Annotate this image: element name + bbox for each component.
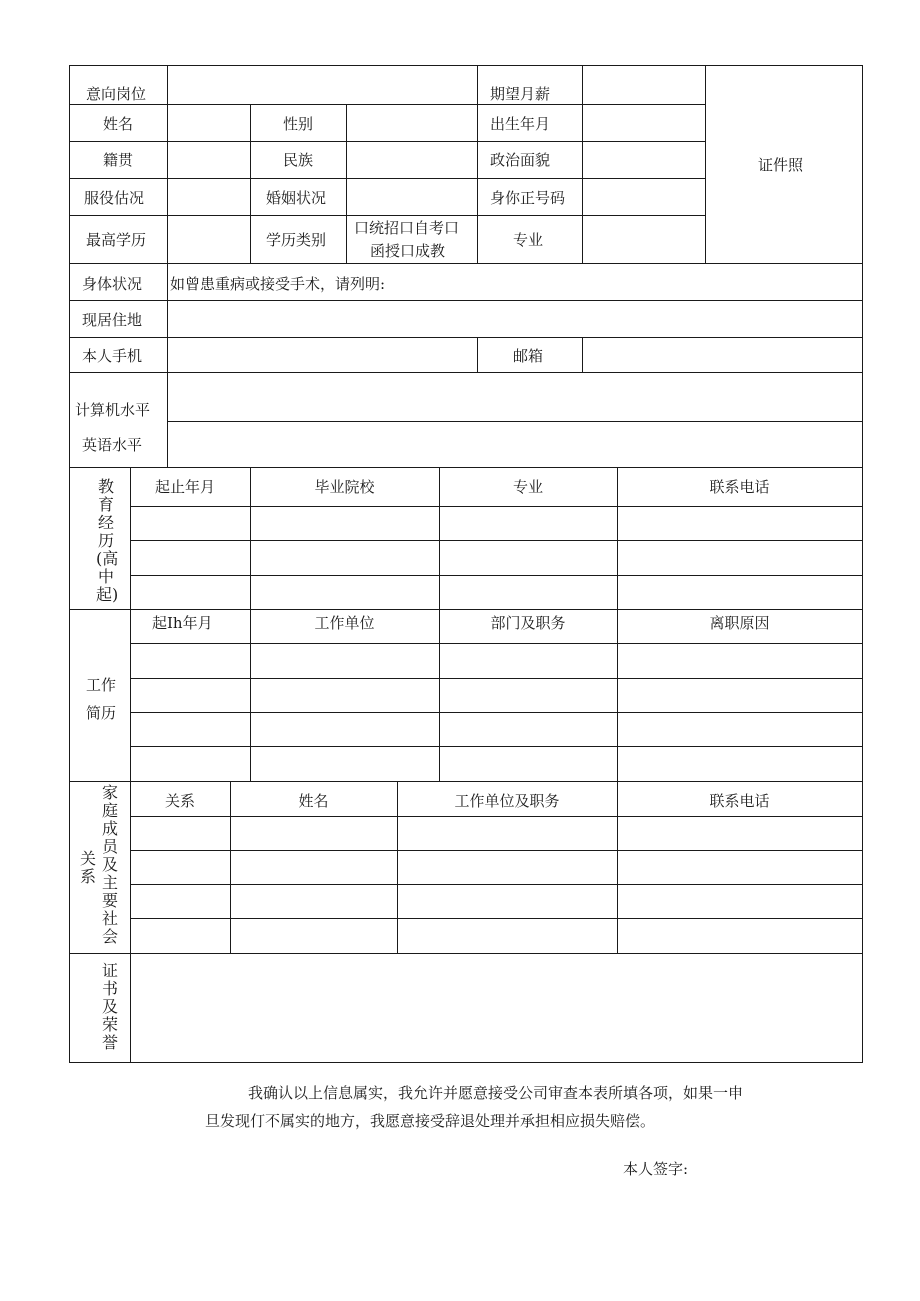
major-input[interactable] (583, 216, 705, 263)
declaration-line-2: 旦发现仃不属实的地方，我愿意接受辞退处理并承担相应损失赔偿。 (205, 1112, 656, 1130)
edu-header-phone: 联系电话 (709, 478, 770, 496)
table-row[interactable] (131, 885, 862, 918)
declaration-line-1: 我确认以上信息属实，我允许并愿意接受公司审查本表所填各项，如果一申 (248, 1084, 744, 1102)
computer-label: 计算机水平 (75, 401, 151, 419)
phone-label: 本人手机 (82, 347, 143, 365)
birth-input[interactable] (583, 105, 705, 141)
salary-input[interactable] (583, 66, 705, 104)
edu-type-options-1[interactable]: 口统招口自考口 (354, 219, 460, 237)
marital-label: 婚姻状况 (266, 189, 327, 207)
table-row[interactable] (131, 507, 862, 540)
gender-input[interactable] (347, 105, 477, 141)
political-label: 政治面貌 (490, 151, 551, 169)
health-label: 身体状况 (82, 275, 143, 293)
address-input[interactable] (168, 301, 862, 337)
birth-label: 出生年月 (490, 115, 551, 133)
native-label: 籍贯 (103, 151, 134, 169)
table-row[interactable] (131, 644, 862, 678)
military-label: 服役估况 (84, 189, 145, 207)
edu-type-label: 学历类别 (266, 231, 327, 249)
edu-header-school: 毕业院校 (314, 478, 375, 496)
gender-label: 性别 (283, 115, 314, 133)
family-side-label: 家庭成员及主要社会 (101, 783, 118, 946)
id-label: 身你正号码 (490, 189, 566, 207)
work-header-period: 起Ih年月 (152, 614, 213, 632)
english-label: 英语水平 (82, 436, 143, 454)
phone-input[interactable] (168, 338, 477, 372)
edu-header-period: 起止年月 (154, 478, 215, 496)
health-prompt[interactable]: 如曾患重病或接受手术，请列明: (170, 275, 386, 293)
english-input[interactable] (168, 422, 862, 467)
table-row[interactable] (131, 679, 862, 712)
family-header-company: 工作单位及职务 (454, 792, 560, 810)
photo-label: 证件照 (758, 156, 804, 174)
email-label: 邮箱 (513, 347, 544, 365)
work-header-company: 工作单位 (314, 614, 375, 632)
native-input[interactable] (168, 142, 250, 178)
name-input[interactable] (168, 105, 250, 141)
table-row[interactable] (131, 817, 862, 850)
family-header-relation: 关系 (164, 792, 195, 810)
table-row[interactable] (131, 713, 862, 746)
signature-label: 本人签字: (623, 1160, 689, 1178)
education-input[interactable] (168, 216, 250, 263)
edu-header-major: 专业 (512, 478, 543, 496)
work-side-label-1: 工作 (86, 676, 117, 694)
email-input[interactable] (583, 338, 862, 372)
table-row[interactable] (131, 919, 862, 953)
position-label: 意向岗位 (86, 85, 147, 103)
address-label: 现居住地 (82, 311, 143, 329)
work-side-label-2: 简历 (86, 704, 117, 722)
marital-input[interactable] (347, 179, 477, 215)
honors-side-label: 证书及荣誉 (101, 961, 118, 1052)
military-input[interactable] (168, 179, 250, 215)
family-side-label-left: 关系 (79, 849, 96, 886)
political-input[interactable] (583, 142, 705, 178)
edu-type-options-2[interactable]: 函授口成教 (370, 242, 446, 260)
work-header-reason: 离职原因 (709, 614, 770, 632)
work-header-dept: 部门及职务 (490, 614, 566, 632)
table-row[interactable] (131, 747, 862, 781)
education-side-label: 教育经历(高中起) (96, 477, 119, 604)
salary-label: 期望月薪 (490, 85, 551, 103)
id-input[interactable] (583, 179, 705, 215)
table-row[interactable] (131, 541, 862, 575)
ethnic-input[interactable] (347, 142, 477, 178)
family-header-phone: 联系电话 (709, 792, 770, 810)
honors-input[interactable] (131, 954, 862, 1062)
computer-input[interactable] (168, 373, 862, 421)
table-row[interactable] (131, 851, 862, 884)
education-label: 最高学历 (86, 231, 147, 249)
position-input[interactable] (168, 66, 477, 104)
name-label: 姓名 (103, 115, 134, 133)
family-header-name: 姓名 (298, 792, 329, 810)
major-label: 专业 (513, 231, 544, 249)
signature-field[interactable] (700, 1156, 850, 1182)
ethnic-label: 民族 (283, 151, 314, 169)
table-row[interactable] (131, 576, 862, 609)
